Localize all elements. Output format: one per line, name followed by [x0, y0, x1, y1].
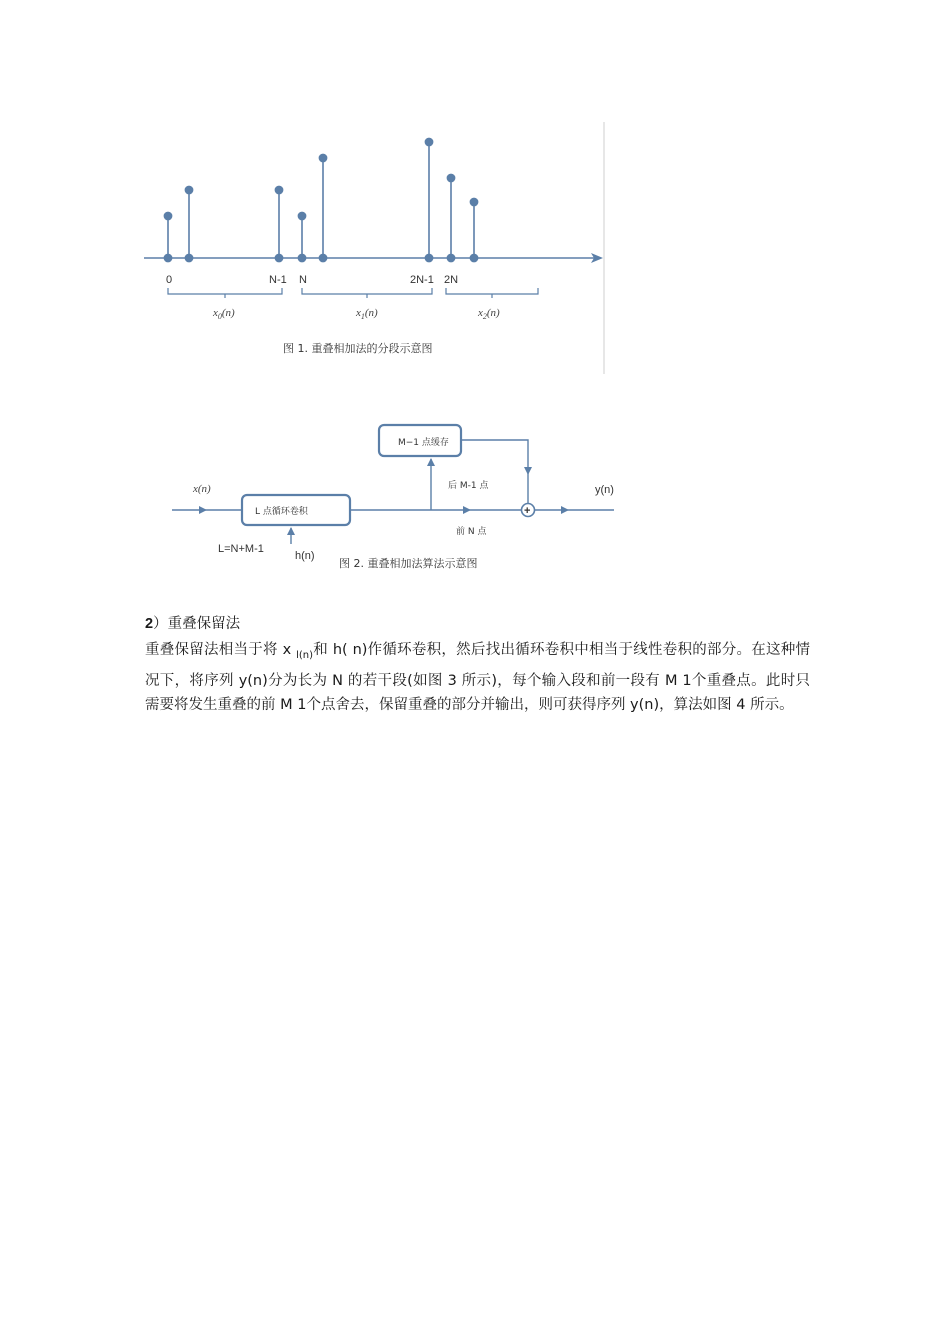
figure-1-caption: 图 1. 重叠相加法的分段示意图	[283, 342, 433, 355]
segment-label-x0: $x_0(n)$	[213, 307, 235, 321]
buffer-output-line	[461, 440, 528, 474]
segment-label-x1: $x_1(n)$	[356, 307, 378, 321]
paragraph-part-2: 和 h( n)作循环卷积，然后找出循环卷积中相当于线性卷积的部分。在这种情况下，将序列 y(n)分为长为 N 的若干段(如图 3 所示)，每个输入段和前一段有 M 1个重叠点。此时只需要将发生重叠的前 M 1个点舍去，保留重叠的部分并输出，则可获得序列 y(n)，算法如图 4 所示。	[145, 642, 810, 713]
buffer-block-label: M−1 点缓存	[398, 438, 449, 448]
output-label: y(n)	[595, 484, 614, 496]
tick-label-n: N	[299, 274, 307, 286]
section-title: ）重叠保留法	[153, 616, 241, 632]
tick-label-n-1: N-1	[269, 274, 287, 286]
paragraph-part-1: 重叠保留法相当于将 x	[145, 642, 297, 658]
tick-label-0: 0	[166, 274, 173, 286]
section-number: 2	[145, 616, 154, 632]
section-paragraph	[145, 638, 810, 718]
segment-label-x2: $x_2(n)$	[478, 307, 500, 321]
h-label: h(n)	[295, 550, 315, 562]
input-label: x(n)	[193, 483, 211, 495]
tick-label-2n: 2N	[444, 274, 459, 286]
adder-plus-icon: +	[524, 505, 531, 517]
figure-2-caption: 图 2. 重叠相加法算法示意图	[339, 557, 478, 570]
section-overlap-save	[145, 612, 810, 718]
paragraph-subscript: l(n)	[296, 650, 313, 661]
conv-block-label: L 点循环卷积	[255, 507, 308, 517]
l-equation-label: L=N+M-1	[218, 543, 264, 555]
upper-branch-label: 后 M-1 点	[448, 481, 489, 491]
tick-label-2n-1: 2N-1	[410, 274, 434, 286]
figure-2	[0, 0, 950, 600]
section-heading	[145, 612, 810, 636]
lower-branch-label: 前 N 点	[456, 527, 487, 537]
